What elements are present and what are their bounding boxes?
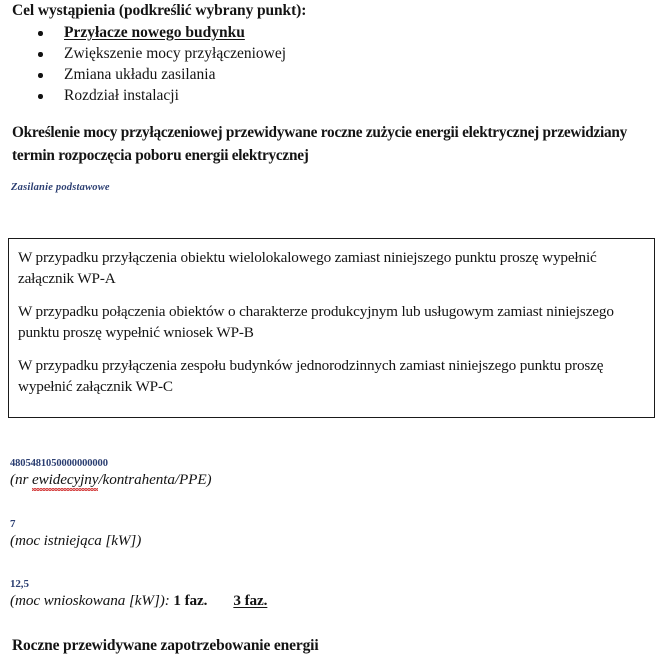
ppe-caption-misspelled-word: ewidecyjny xyxy=(31,471,99,488)
existing-power-caption: (moc istniejąca [kW]) xyxy=(10,532,142,549)
power-determination-heading xyxy=(12,121,654,167)
note-industrial-wpb: W przypadku połączenia obiektów o charakterze produkcyjnym lub usługowym zamiast niniejszego punktu proszę wypełnić wniosek WP-B xyxy=(18,303,614,341)
ppe-caption-close: /kontrahenta/PPE) xyxy=(98,471,212,488)
power-heading-line-2: przewidziany termin rozpoczęcia poboru energii elektrycznej xyxy=(12,124,628,164)
requested-power-field xyxy=(10,578,267,611)
supply-type-value: Zasilanie podstawowe xyxy=(11,182,110,193)
ppe-caption-open: (nr xyxy=(10,471,32,488)
note-housing-group-wpc: W przypadku przyłączenia zespołu budynków jednorodzinnych zamiast niniejszego punktu proszę wypełnić załącznik WP-C xyxy=(18,357,604,395)
phase-option-three[interactable]: 3 faz. xyxy=(233,592,268,609)
purpose-option-installation-split[interactable] xyxy=(30,85,630,106)
attachment-notes-box xyxy=(8,238,655,418)
ppe-number-field xyxy=(10,457,211,490)
ppe-number-value: 4805481050000000000 xyxy=(10,458,108,469)
purpose-option-label: Rozdział instalacji xyxy=(64,87,179,104)
power-heading-line-1: Określenie mocy przyłączeniowej przewidywane roczne zużycie energii elektrycznej xyxy=(12,124,539,141)
phase-option-single[interactable]: 1 faz. xyxy=(173,592,208,609)
purpose-option-new-connection[interactable] xyxy=(30,22,630,43)
purpose-option-power-increase[interactable] xyxy=(30,43,630,64)
purpose-option-label: Przyłacze nowego budynku xyxy=(64,24,245,41)
existing-power-value: 7 xyxy=(10,518,16,530)
purpose-heading: Cel wystąpienia (podkreślić wybrany punkt): xyxy=(12,2,307,19)
bullet-icon xyxy=(38,73,43,78)
requested-power-caption xyxy=(10,591,267,611)
purpose-option-label: Zmiana układu zasilania xyxy=(64,66,216,83)
requested-power-value: 12,5 xyxy=(10,578,29,590)
bullet-icon xyxy=(38,31,43,36)
purpose-option-label: Zwiększenie mocy przyłączeniowej xyxy=(64,45,287,62)
existing-power-field xyxy=(10,518,141,551)
purpose-option-list xyxy=(30,22,630,106)
ppe-number-caption xyxy=(10,470,211,490)
annual-demand-heading: Roczne przewidywane zapotrzebowanie energii xyxy=(12,637,319,654)
bullet-icon xyxy=(38,94,43,99)
purpose-option-supply-change[interactable] xyxy=(30,64,630,85)
requested-power-caption-text: (moc wnioskowana [kW]): xyxy=(10,592,170,609)
bullet-icon xyxy=(38,52,43,57)
note-multi-unit-wpa: W przypadku przyłączenia obiektu wielolokalowego zamiast niniejszego punktu proszę wypełnić załącznik WP-A xyxy=(18,249,597,287)
